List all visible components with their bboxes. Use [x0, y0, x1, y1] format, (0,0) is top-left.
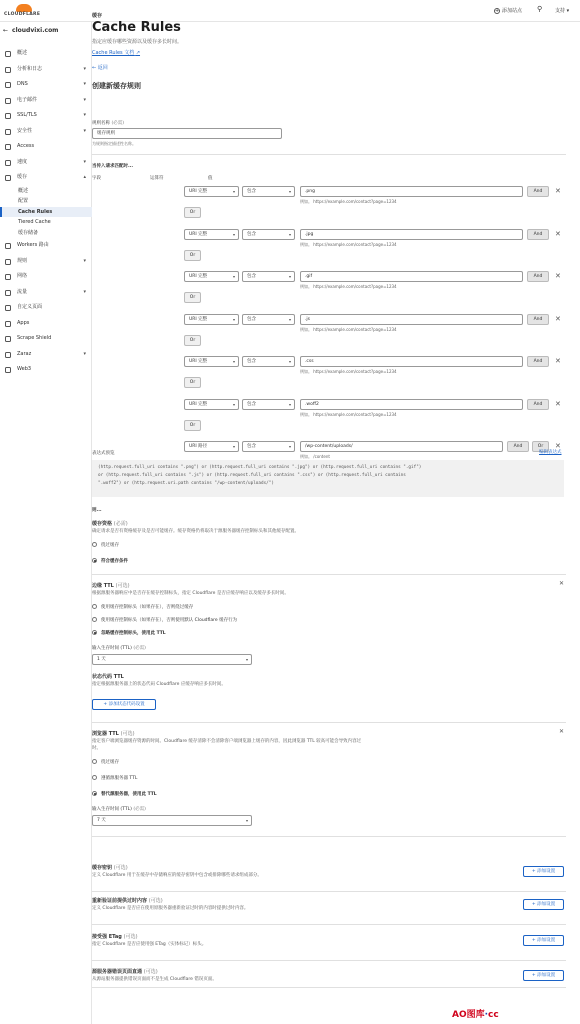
then-label: 则... — [92, 508, 102, 513]
sidebar-item[interactable] — [0, 347, 92, 363]
nav-icon — [5, 290, 11, 296]
value-input[interactable]: .gif — [300, 271, 523, 282]
radio-icon — [92, 542, 97, 547]
radio-icon — [92, 791, 97, 796]
back-arrow-icon[interactable]: ← — [3, 27, 9, 34]
nav-icon — [5, 175, 11, 181]
cloudflare-logo[interactable] — [4, 4, 44, 18]
optional-setting-title: 接受强 ETag (可选) — [92, 934, 138, 940]
cloud-icon — [16, 4, 32, 12]
operator-select[interactable]: 包含 ▾ — [242, 271, 295, 282]
nav-icon — [5, 259, 11, 265]
add-setting-button[interactable]: + 添加设置 — [523, 970, 564, 981]
value-hint: 例如。 /content — [300, 454, 330, 459]
value-input[interactable]: .js — [300, 314, 523, 325]
value-input[interactable]: .png — [300, 186, 523, 197]
match-title: 当传入请求匹配时... — [92, 164, 134, 169]
sidebar-item-label: 缓存 — [17, 174, 28, 180]
chevron-icon: ▾ — [83, 112, 86, 118]
nav-icon — [5, 352, 11, 358]
external-link-icon: ↗ — [135, 50, 141, 56]
sidebar-item[interactable] — [0, 170, 92, 186]
close-icon[interactable]: ✕ — [555, 230, 561, 238]
expression-line: (http.request.full_uri contains ".png") or (http.request.full_uri contains ".jpg") or (http.request.full_uri contains ".gif") — [98, 465, 422, 470]
top-bar — [0, 0, 580, 22]
radio-browser-respect-origin[interactable]: 遵循源服务器 TTL — [92, 775, 137, 782]
edge-ttl-desc: 根据源服务器响应中是否存在缓存控制标头，指定 Cloudflare 是否应缓存响应以及缓存多长时间。 — [92, 591, 289, 596]
sidebar-item-label: 安全性 — [17, 127, 33, 134]
nav-icon — [5, 98, 11, 104]
or-button[interactable]: Or — [184, 420, 201, 431]
col-value-label: 值 — [208, 176, 213, 181]
expression-line: or (http.request.full_uri contains ".js") or (http.request.full_uri contains ".css") or (http.request.full_uri contains — [98, 473, 406, 478]
sidebar-item-label: Web3 — [17, 366, 32, 372]
divider — [92, 924, 566, 925]
chevron-icon: ▾ — [83, 288, 86, 295]
or-button[interactable]: Or — [184, 292, 201, 303]
nav-icon — [5, 321, 11, 327]
nav-icon — [5, 82, 11, 88]
close-icon[interactable]: ✕ — [555, 187, 561, 195]
close-icon[interactable]: ✕ — [559, 580, 565, 587]
chevron-down-icon: ▾ — [288, 444, 291, 449]
close-icon[interactable]: ✕ — [559, 728, 565, 735]
cache-eligibility-desc: 确定请求是否有资格缓存及是否可能缓存。缓存资格仍将取决于源服务器缓存控制标头和其他缓存配置。 — [92, 529, 299, 534]
chevron-down-icon: ▾ — [232, 274, 235, 279]
chevron-down-icon: ▾ — [232, 402, 235, 407]
close-icon[interactable]: ✕ — [555, 442, 561, 450]
value-hint: 例如。 https://example.com/contact?page=1234 — [300, 199, 397, 204]
chevron-down-icon: ▾ — [245, 818, 248, 823]
col-operator-label: 运算符 — [150, 176, 164, 181]
status-ttl-desc: 指定根据源服务器上的状态代码 Cloudflare 应缓存响应多长时间。 — [92, 682, 226, 687]
expression-line: ".woff2") or (http.request.uri.path contains "/wp-content/uploads/") — [98, 481, 274, 486]
sidebar-item-label: DNS — [17, 81, 28, 87]
browser-ttl-select[interactable]: 7 天 ▾ — [92, 815, 252, 826]
radio-browser-override[interactable]: 替代源服务器，使用此 TTL — [92, 791, 157, 798]
and-button[interactable]: And — [527, 186, 549, 197]
chevron-down-icon: ▾ — [232, 359, 235, 364]
operator-select[interactable]: 包含 ▾ — [242, 229, 295, 240]
sidebar-item[interactable] — [0, 139, 92, 155]
add-site-label: 添加站点 — [502, 8, 523, 14]
sidebar — [0, 22, 92, 1024]
sidebar-item[interactable] — [0, 77, 92, 93]
value-hint: 例如。 https://example.com/contact?page=1234 — [300, 327, 397, 332]
divider — [92, 154, 566, 155]
value-input[interactable]: .css — [300, 356, 523, 367]
docs-link-label: Cache Rules 文档 — [92, 50, 135, 56]
chevron-icon: ▾ — [83, 65, 86, 72]
divider — [92, 836, 566, 837]
or-button[interactable]: Or — [184, 377, 201, 388]
field-select[interactable]: URI 完整 ▾ — [184, 314, 239, 325]
value-hint: 例如。 https://example.com/contact?page=1234 — [300, 242, 397, 247]
divider — [92, 722, 566, 723]
value-hint: 例如。 https://example.com/contact?page=1234 — [300, 412, 397, 417]
field-select[interactable]: URI 完整 ▾ — [184, 271, 239, 282]
sidebar-item[interactable] — [0, 124, 92, 140]
nav-icon — [5, 274, 11, 280]
sidebar-item[interactable] — [0, 93, 92, 109]
sidebar-item-label: 流量 — [17, 288, 28, 295]
chevron-down-icon: ▾ — [245, 657, 248, 662]
optional-setting-desc: 定义 Cloudflare 是否应在使用原服务器重新验证过时的内容时提供过时内容。 — [92, 906, 249, 911]
chevron-down-icon: ▾ — [288, 232, 291, 237]
nav-icon — [5, 305, 11, 311]
edge-ttl-select[interactable]: 1 天 ▾ — [92, 654, 252, 665]
status-ttl-title: 状态代码 TTL — [92, 674, 124, 680]
sidebar-item-label: Workers 路由 — [17, 242, 49, 248]
chevron-down-icon: ▾ — [232, 189, 235, 194]
edge-ttl-title: 边缘 TTL (可选) — [92, 583, 130, 589]
divider — [92, 891, 566, 892]
chevron-down-icon: ▾ — [232, 317, 235, 322]
or-button[interactable]: Or — [184, 207, 201, 218]
value-input[interactable]: .woff2 — [300, 399, 523, 410]
operator-select[interactable]: 包含 ▾ — [242, 441, 295, 452]
rule-name-input[interactable]: 缓存规则 — [92, 128, 282, 139]
plus-icon: + — [495, 8, 500, 14]
or-button[interactable]: Or — [184, 335, 201, 346]
nav-icon — [5, 160, 11, 166]
value-hint: 例如。 https://example.com/contact?page=1234 — [300, 284, 397, 289]
logo-text: CLOUDFLARE — [4, 12, 41, 17]
nav-icon — [5, 144, 11, 150]
form-heading: 创建新缓存规则 — [92, 82, 141, 90]
chevron-down-icon: ▾ — [288, 317, 291, 322]
sidebar-nav — [0, 46, 92, 378]
and-button[interactable]: And — [527, 399, 549, 410]
field-select[interactable]: URI 完整 ▾ — [184, 399, 239, 410]
operator-select[interactable]: 包含 ▾ — [242, 399, 295, 410]
value-hint: 例如。 https://example.com/contact?page=1234 — [300, 369, 397, 374]
radio-bypass-cache[interactable]: 绕过缓存 — [92, 542, 119, 549]
radio-edge-use-header-bypass[interactable]: 使用缓存控制标头（如果存在），否则绕过缓存 — [92, 604, 193, 611]
back-arrow-icon: ← — [92, 65, 97, 71]
operator-select[interactable]: 包含 ▾ — [242, 356, 295, 367]
edit-expression-link[interactable]: 编辑表达式 — [539, 450, 562, 455]
sidebar-item-label: Scrape Shield — [17, 335, 52, 341]
back-label: 返回 — [97, 65, 108, 71]
nav-icon — [5, 129, 11, 135]
and-button[interactable]: And — [527, 314, 549, 325]
field-select[interactable]: URI 完整 ▾ — [184, 229, 239, 240]
field-select[interactable]: URI 路径 ▾ — [184, 441, 239, 452]
radio-icon — [92, 604, 97, 609]
account-name: cloudvixi.com — [12, 27, 59, 34]
divider — [92, 987, 566, 988]
watermark: AO图库·cc — [452, 1010, 499, 1020]
sidebar-item-label: 自定义页面 — [17, 304, 43, 310]
col-field-label: 字段 — [92, 176, 101, 181]
sidebar-item-label: 速度 — [17, 158, 28, 165]
chevron-down-icon: ▾ — [288, 359, 291, 364]
or-button[interactable]: Or — [184, 250, 201, 261]
add-site-button[interactable] — [494, 7, 522, 14]
sidebar-item-label: Zaraz — [17, 350, 32, 357]
operator-select[interactable]: 包含 ▾ — [242, 314, 295, 325]
page-description: 指定应缓存哪些资源以及缓存多长时间。 — [92, 39, 183, 45]
radio-edge-ignore-header[interactable]: 忽略缓存控制标头，使用此 TTL — [92, 630, 166, 637]
sidebar-subitem[interactable]: Cache Rules — [0, 207, 92, 218]
close-icon[interactable]: ✕ — [555, 272, 561, 280]
and-button[interactable]: And — [507, 441, 529, 452]
page-title: Cache Rules — [92, 20, 181, 35]
sidebar-item[interactable] — [0, 285, 92, 301]
sidebar-item-label: 电子邮件 — [17, 96, 38, 103]
optional-setting-desc: 定义 Cloudflare 用于在缓存中存储响应的缓存密钥中包含或排除哪些请求组成部分。 — [92, 873, 262, 878]
sidebar-item[interactable] — [0, 269, 92, 285]
sidebar-item[interactable] — [0, 254, 92, 270]
sidebar-item[interactable] — [0, 300, 92, 316]
breadcrumb: 缓存 — [92, 13, 103, 19]
chevron-down-icon: ▾ — [288, 402, 291, 407]
optional-setting-title: 重新验证前提供过时内容 (可选) — [92, 898, 163, 904]
rule-name-hint: 为规则指定描述性名称。 — [92, 141, 136, 146]
sidebar-item[interactable] — [0, 108, 92, 124]
chevron-down-icon: ▾ — [288, 189, 291, 194]
nav-icon — [5, 113, 11, 119]
chevron-icon: ▾ — [83, 96, 86, 103]
browser-ttl-title: 浏览器 TTL (可选) — [92, 731, 135, 737]
sidebar-item-label: 分析和日志 — [17, 65, 43, 72]
field-select[interactable]: URI 完整 ▾ — [184, 356, 239, 367]
edge-ttl-input-label: 输入生存时间 (TTL) (必需) — [92, 646, 146, 651]
back-link[interactable] — [92, 64, 108, 71]
add-setting-button[interactable]: + 添加设置 — [523, 899, 564, 910]
radio-icon — [92, 617, 97, 622]
docs-link[interactable] — [92, 49, 140, 56]
sidebar-subitem[interactable]: 缓存储备 — [18, 229, 39, 236]
sidebar-item[interactable] — [0, 62, 92, 78]
sidebar-item-label: 规则 — [17, 257, 28, 264]
operator-select[interactable]: 包含 ▾ — [242, 186, 295, 197]
radio-icon — [92, 558, 97, 563]
radio-icon — [92, 775, 97, 780]
radio-icon — [92, 759, 97, 764]
add-setting-button[interactable]: + 添加设置 — [523, 866, 564, 877]
radio-browser-bypass[interactable]: 绕过缓存 — [92, 759, 119, 766]
support-menu[interactable]: 支持 ▾ — [555, 8, 570, 14]
divider — [92, 960, 566, 961]
value-input[interactable]: .jpg — [300, 229, 523, 240]
close-icon[interactable]: ✕ — [555, 357, 561, 365]
radio-icon — [92, 630, 97, 635]
chevron-icon: ▾ — [83, 350, 86, 357]
nav-icon — [5, 67, 11, 73]
sidebar-item-label: SSL/TLS — [17, 112, 37, 118]
sidebar-item[interactable] — [0, 155, 92, 171]
divider — [92, 574, 566, 575]
add-status-code-button[interactable]: + 添加状态代码设置 — [92, 699, 156, 710]
sidebar-subitem[interactable]: 配置 — [18, 198, 29, 204]
support-label: 支持 — [555, 8, 566, 14]
field-select[interactable]: URI 完整 ▾ — [184, 186, 239, 197]
cache-eligibility-title: 缓存资格 (必需) — [92, 521, 128, 527]
expression-label: 表达式预览 — [92, 451, 115, 456]
nav-icon — [5, 367, 11, 373]
sidebar-item[interactable] — [0, 331, 92, 347]
chevron-down-icon: ▾ — [232, 444, 235, 449]
and-button[interactable]: And — [527, 271, 549, 282]
and-button[interactable]: And — [527, 229, 549, 240]
optional-setting-desc: 从源站服务器提供错误页面而不是生成 Cloudflare 错误页面。 — [92, 977, 217, 982]
rule-name-label: 规则名称 (必需) — [92, 121, 124, 126]
or-button[interactable]: Or — [532, 441, 549, 452]
sidebar-item-label: 概述 — [17, 50, 28, 56]
sidebar-item-label: Apps — [17, 319, 30, 326]
nav-icon — [5, 243, 11, 249]
sidebar-item-label: Access — [17, 143, 35, 149]
optional-setting-title: 缓存密钥 (可选) — [92, 865, 128, 871]
close-icon[interactable]: ✕ — [555, 400, 561, 408]
sidebar-item[interactable] — [0, 238, 92, 254]
and-button[interactable]: And — [527, 356, 549, 367]
sidebar-subitem[interactable]: Tiered Cache — [18, 219, 51, 225]
chevron-down-icon: ▾ — [288, 274, 291, 279]
optional-setting-title: 源服务器错误页面直通 (可选) — [92, 969, 158, 975]
value-input[interactable]: /wp-content/uploads/ — [300, 441, 503, 452]
sidebar-item[interactable] — [0, 46, 92, 62]
optional-setting-desc: 指定 Cloudflare 是否应使用强 ETag（实体标记）标头。 — [92, 942, 207, 947]
chevron-icon: ▾ — [83, 127, 86, 134]
nav-icon — [5, 51, 11, 57]
add-setting-button[interactable]: + 添加设置 — [523, 935, 564, 946]
chevron-icon: ▾ — [83, 158, 86, 165]
browser-ttl-input-label: 输入生存时间 (TTL) (必需) — [92, 807, 146, 812]
chevron-icon: ▾ — [83, 81, 86, 87]
expression-preview — [92, 460, 564, 497]
account-selector[interactable] — [3, 27, 58, 34]
radio-eligible-cache[interactable]: 符合缓存条件 — [92, 558, 128, 565]
chevron-icon: ▴ — [83, 174, 86, 180]
sidebar-item-label: 网络 — [17, 273, 28, 279]
browser-ttl-desc: 指定客户端浏览器缓存资源的时间。Cloudflare 缓存清除不会清除客户端浏览器上缓存的内容，因此浏览器 TTL 较高可能会导致内容过 时。 — [92, 739, 362, 751]
sidebar-subitem[interactable]: 概述 — [18, 187, 29, 194]
chevron-down-icon: ▾ — [232, 232, 235, 237]
radio-edge-use-header-default[interactable]: 使用缓存控制标头（如果存在），否则使用默认 Cloudflare 缓存行为 — [92, 617, 237, 624]
sidebar-item[interactable] — [0, 316, 92, 332]
sidebar-item[interactable] — [0, 362, 92, 378]
search-icon[interactable]: ⚲ — [537, 5, 543, 13]
chevron-icon: ▾ — [83, 257, 86, 264]
nav-icon — [5, 336, 11, 342]
close-icon[interactable]: ✕ — [555, 315, 561, 323]
